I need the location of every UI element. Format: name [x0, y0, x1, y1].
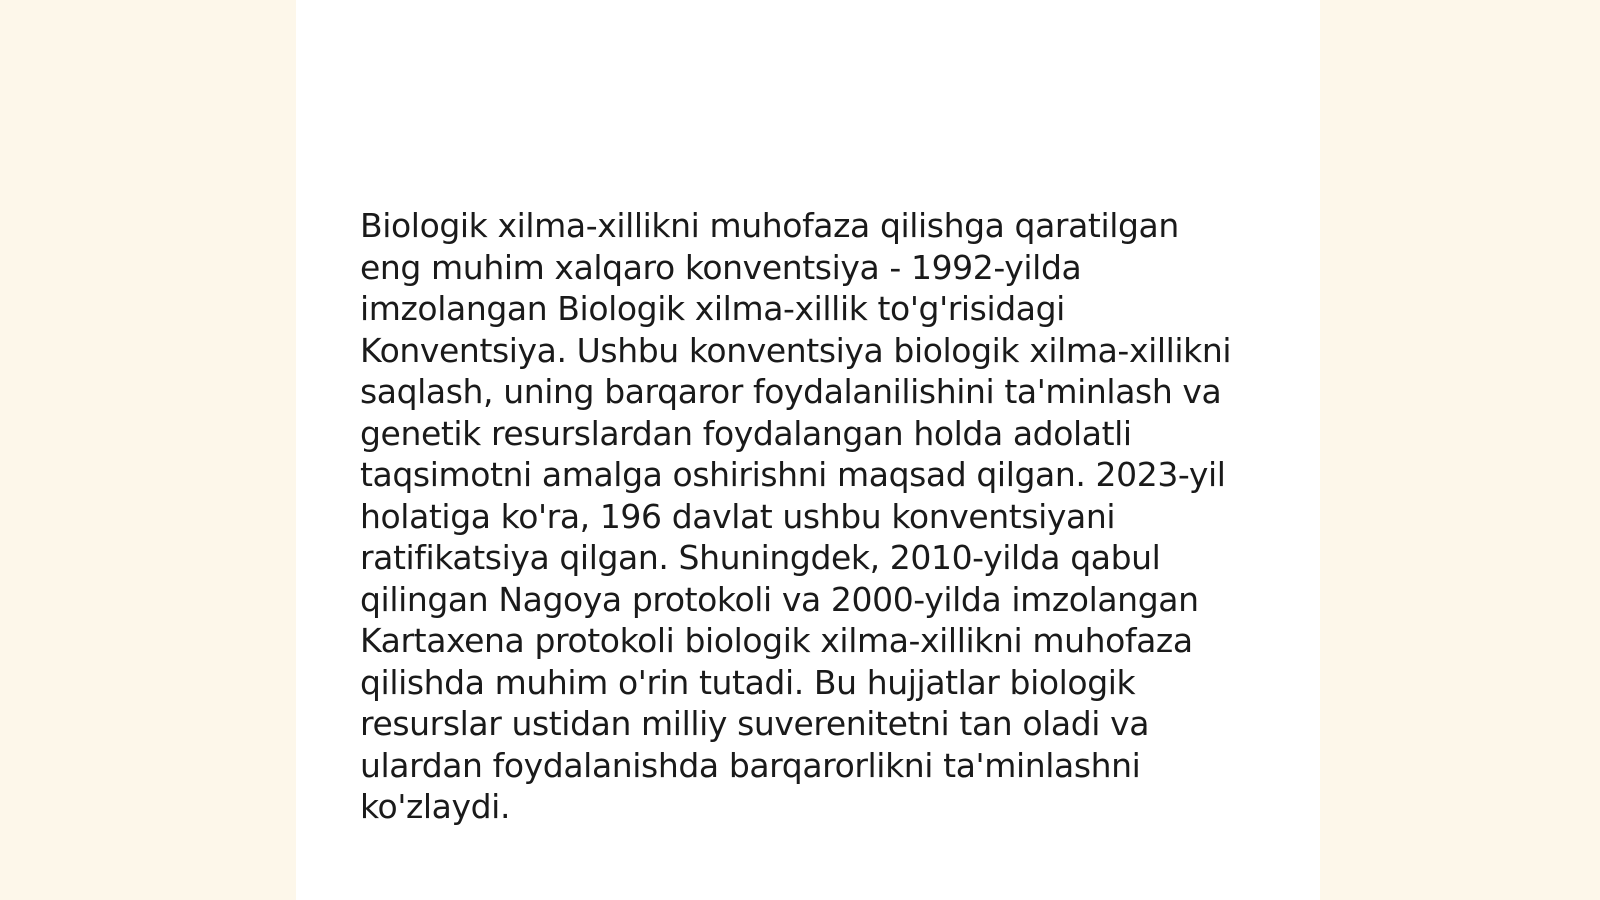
text-line: qilishda muhim o'rin tutadi. Bu hujjatlar biologik: [360, 662, 1136, 702]
text-line: resurslar ustidan milliy suverenitetni tan oladi va: [360, 704, 1150, 743]
text-line: genetik resurslardan foydalangan holda adolatli: [360, 413, 1132, 453]
text-line: ko'zlaydi.: [360, 787, 511, 826]
text-line: saqlash, uning barqaror foydalanilishini ta'minlash va: [360, 372, 1222, 411]
text-line: ratifikatsiya qilgan. Shuningdek, 2010-yilda qabul: [360, 538, 1161, 577]
document-page: [296, 0, 1320, 900]
article-paragraph: [360, 205, 1256, 828]
text-line: imzolangan Biologik xilma-xillik to'g'risidagi: [360, 289, 1065, 328]
text-line: Biologik xilma-xillikni muhofaza qilishga qaratilgan: [360, 206, 1179, 245]
text-line: Kartaxena protokoli biologik xilma-xillikni muhofaza: [360, 621, 1193, 660]
text-line: holatiga ko'ra, 196 davlat ushbu konventsiyani: [360, 496, 1116, 536]
text-line: qilingan Nagoya protokoli va 2000-yilda imzolangan: [360, 579, 1199, 619]
text-line: eng muhim xalqaro konventsiya - 1992-yilda: [360, 247, 1082, 287]
text-line: ulardan foydalanishda barqarorlikni ta'minlashni: [360, 745, 1141, 785]
text-line: taqsimotni amalga oshirishni maqsad qilgan. 2023-yil: [360, 455, 1226, 494]
text-line: Konventsiya. Ushbu konventsiya biologik xilma-xillikni: [360, 330, 1232, 370]
